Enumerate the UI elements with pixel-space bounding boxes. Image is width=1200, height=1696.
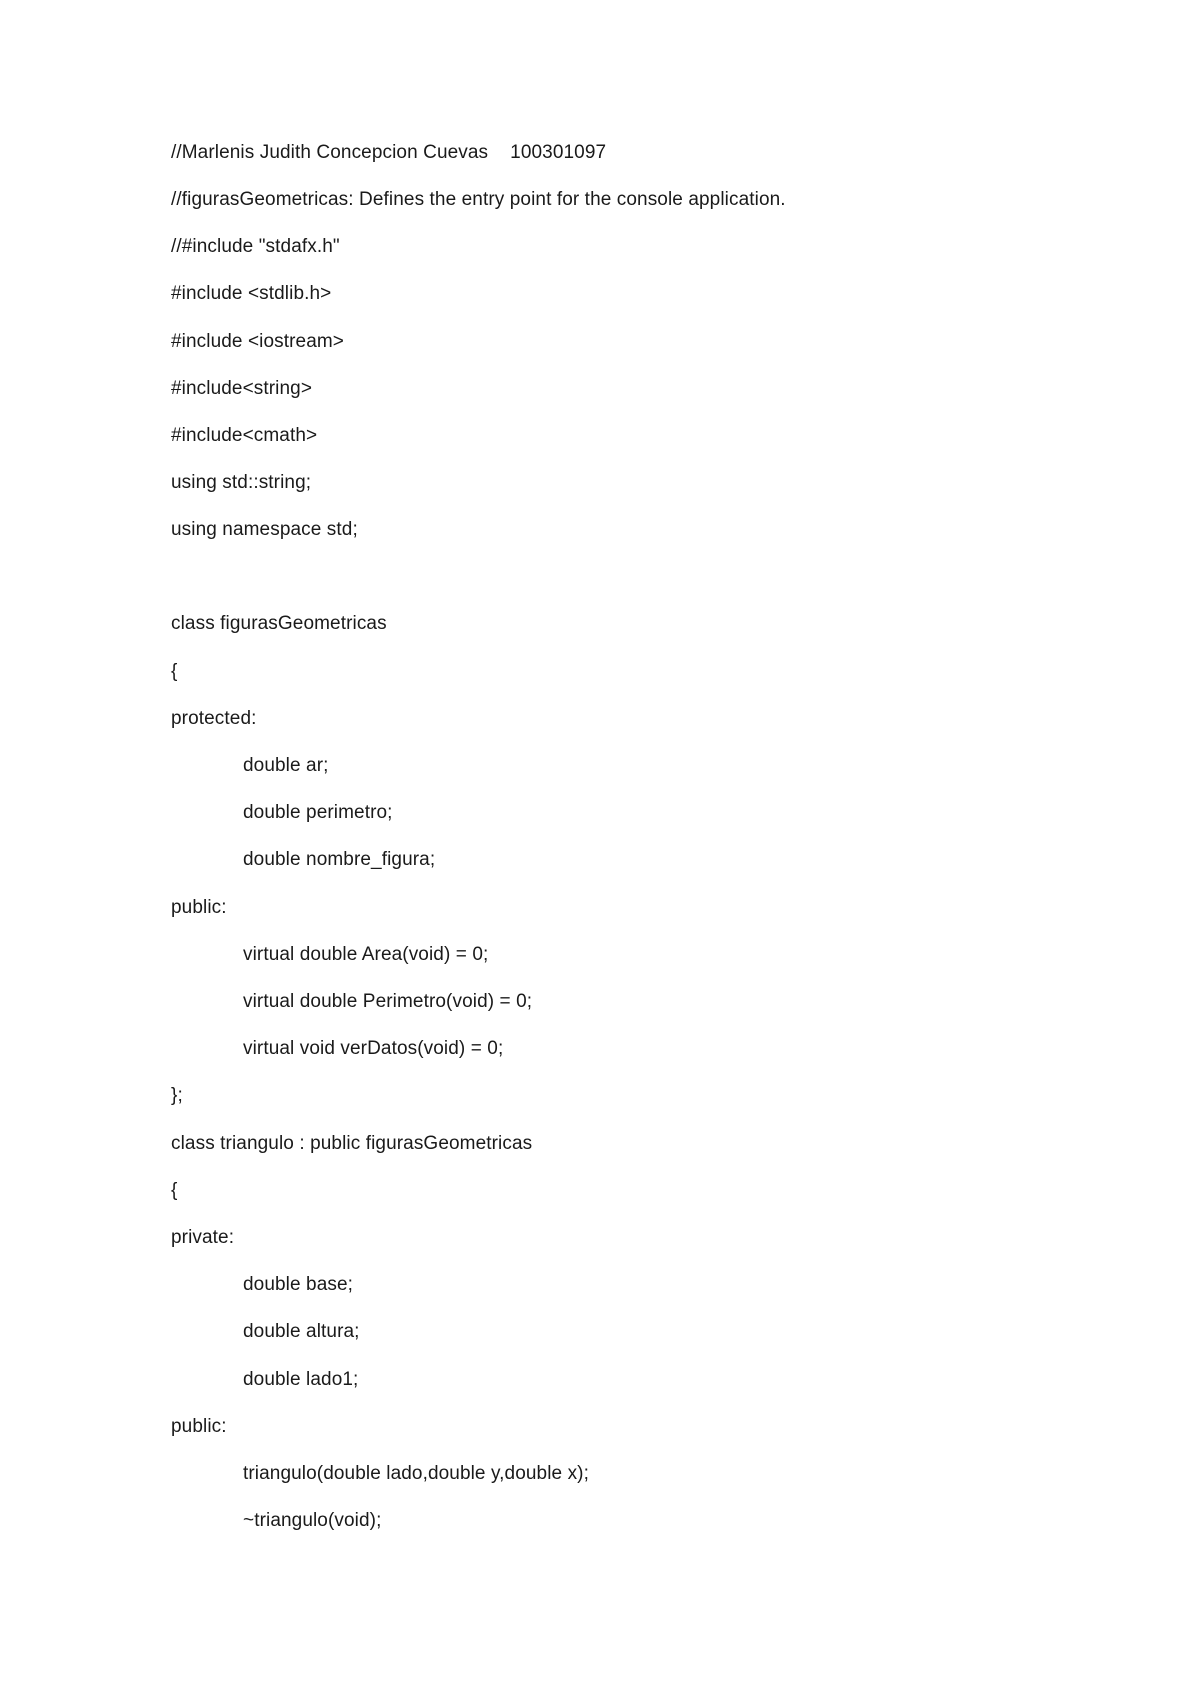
author-comment-line (171, 141, 606, 165)
code-line: //#include "stdafx.h" (171, 236, 340, 257)
code-line: #include <stdlib.h> (171, 283, 332, 304)
code-line: double lado1; (243, 1369, 359, 1390)
code-line: }; (171, 1085, 183, 1106)
code-line: ~triangulo(void); (243, 1510, 382, 1531)
code-line: using namespace std; (171, 519, 358, 540)
code-line: #include<string> (171, 378, 313, 399)
code-line: private: (171, 1227, 235, 1248)
code-line: { (171, 1180, 178, 1201)
code-line: virtual double Area(void) = 0; (243, 944, 489, 965)
code-line: public: (171, 1416, 227, 1437)
student-id: 100301097 (510, 142, 607, 163)
code-line: class triangulo : public figurasGeometricas (171, 1133, 533, 1154)
code-line: virtual void verDatos(void) = 0; (243, 1038, 504, 1059)
code-line: double ar; (243, 755, 329, 776)
code-line: class figurasGeometricas (171, 613, 387, 634)
code-line: protected: (171, 708, 257, 729)
code-line: #include<cmath> (171, 425, 318, 446)
code-line: //figurasGeometricas: Defines the entry point for the console application. (171, 189, 786, 210)
code-line: double nombre_figura; (243, 849, 436, 870)
code-line: virtual double Perimetro(void) = 0; (243, 991, 533, 1012)
code-line: { (171, 661, 178, 682)
code-line: public: (171, 897, 227, 918)
code-line: double perimetro; (243, 802, 393, 823)
code-line: triangulo(double lado,double y,double x); (243, 1463, 589, 1484)
code-line: double altura; (243, 1321, 360, 1342)
code-line: double base; (243, 1274, 354, 1295)
author-comment: //Marlenis Judith Concepcion Cuevas (171, 142, 489, 163)
code-line: using std::string; (171, 472, 312, 493)
code-line: #include <iostream> (171, 331, 345, 352)
